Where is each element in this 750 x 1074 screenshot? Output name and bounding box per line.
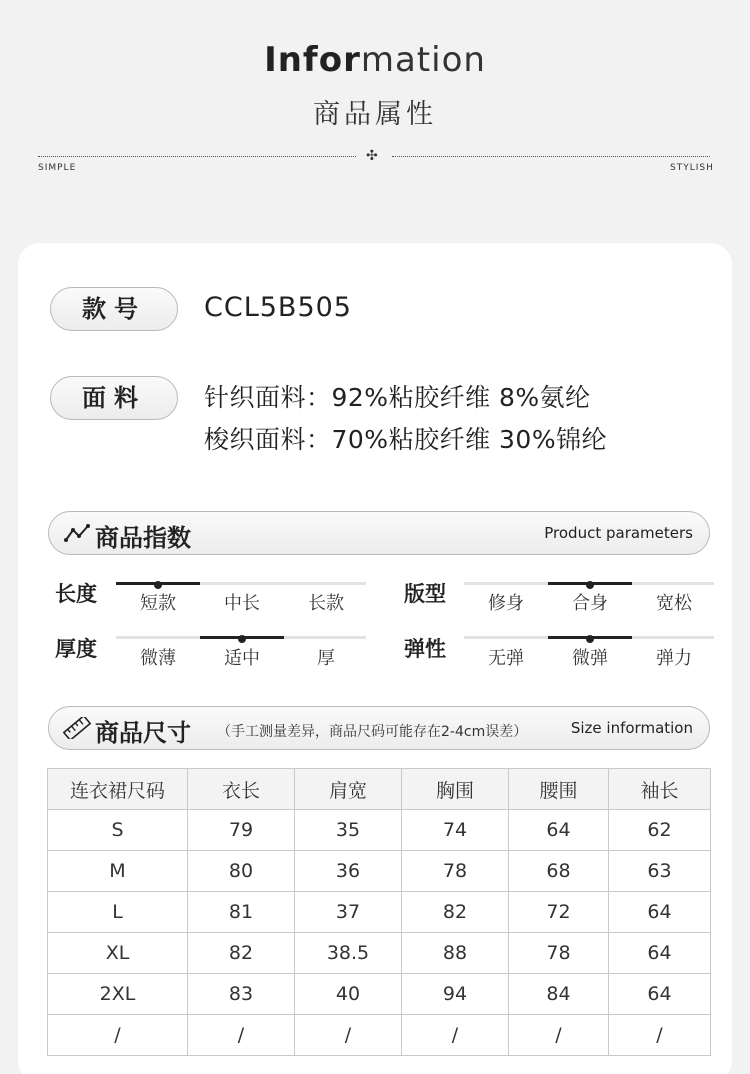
page-title	[0, 40, 750, 80]
divider-left	[38, 156, 356, 157]
table-cell: 80	[188, 851, 295, 892]
index-selected-dot	[154, 581, 162, 589]
table-cell: 78	[402, 851, 509, 892]
index-label: 弹性	[404, 637, 446, 661]
index-option: 短款	[140, 593, 176, 614]
header-cell: 腰围	[509, 769, 609, 810]
index-label: 版型	[404, 582, 446, 606]
index-selected-dot	[586, 581, 594, 589]
size-section-en: Size information	[570, 719, 693, 737]
index-option: 修身	[488, 593, 524, 614]
index-option: 长款	[308, 593, 344, 614]
size-section-bar	[48, 706, 710, 750]
table-cell: 37	[295, 892, 402, 933]
index-option: 适中	[224, 648, 260, 669]
table-cell: 79	[188, 810, 295, 851]
index-selected-dot	[238, 635, 246, 643]
table-cell: 35	[295, 810, 402, 851]
trend-line-icon	[63, 522, 91, 544]
table-cell: 64	[609, 892, 711, 933]
table-cell: 68	[509, 851, 609, 892]
table-cell: 2XL	[48, 974, 188, 1015]
table-cell: 64	[509, 810, 609, 851]
table-cell: /	[48, 1015, 188, 1056]
table-cell: 82	[402, 892, 509, 933]
table-row	[48, 851, 711, 892]
size-section-note: （手工测量差异，商品尺码可能存在2-4cm误差）	[217, 724, 528, 740]
table-cell: 63	[609, 851, 711, 892]
table-cell: /	[402, 1015, 509, 1056]
table-cell: 72	[509, 892, 609, 933]
header-cell: 肩宽	[295, 769, 402, 810]
table-cell: M	[48, 851, 188, 892]
index-option: 微弹	[572, 648, 608, 669]
table-row	[48, 1015, 711, 1056]
table-cell: 78	[509, 933, 609, 974]
table-cell: /	[188, 1015, 295, 1056]
index-selected-dot	[586, 635, 594, 643]
tag-stylish: STYLISH	[670, 163, 714, 173]
index-label: 长度	[55, 582, 97, 606]
header-cell: 胸围	[402, 769, 509, 810]
table-cell: 38.5	[295, 933, 402, 974]
table-cell: 36	[295, 851, 402, 892]
table-cell: /	[509, 1015, 609, 1056]
header-cell: 袖长	[609, 769, 711, 810]
index-option: 合身	[572, 593, 608, 614]
table-cell: 62	[609, 810, 711, 851]
params-section-en: Product parameters	[544, 524, 693, 542]
index-option: 中长	[224, 593, 260, 614]
table-cell: 94	[402, 974, 509, 1015]
title-light-part: mation	[360, 40, 486, 80]
style-no-label: 款号	[50, 287, 178, 331]
params-section-bar	[48, 511, 710, 555]
divider-right	[392, 156, 710, 157]
index-option: 宽松	[656, 593, 692, 614]
index-option: 微薄	[140, 648, 176, 669]
tag-simple: SIMPLE	[38, 163, 77, 173]
index-option: 弹力	[656, 648, 692, 669]
table-cell: 81	[188, 892, 295, 933]
size-table-header-row	[48, 769, 711, 810]
table-cell: XL	[48, 933, 188, 974]
table-cell: /	[295, 1015, 402, 1056]
table-cell: 84	[509, 974, 609, 1015]
size-section-title: 商品尺寸	[95, 719, 191, 747]
ruler-icon	[63, 717, 91, 739]
size-table	[47, 768, 711, 1056]
table-cell: S	[48, 810, 188, 851]
index-label: 厚度	[55, 637, 97, 661]
table-cell: /	[609, 1015, 711, 1056]
table-cell: 82	[188, 933, 295, 974]
fabric-line-woven: 梭织面料：70%粘胶纤维 30%锦纶	[204, 425, 608, 454]
table-row	[48, 974, 711, 1015]
table-cell: 74	[402, 810, 509, 851]
table-row	[48, 892, 711, 933]
table-cell: 64	[609, 933, 711, 974]
table-row	[48, 810, 711, 851]
table-cell: 40	[295, 974, 402, 1015]
header-cell: 连衣裙尺码	[48, 769, 188, 810]
table-cell: 64	[609, 974, 711, 1015]
table-cell: 83	[188, 974, 295, 1015]
fabric-line-knit: 针织面料：92%粘胶纤维 8%氨纶	[204, 383, 591, 412]
fabric-label: 面料	[50, 376, 178, 420]
header-cell: 衣长	[188, 769, 295, 810]
page-subtitle: 商品属性	[313, 99, 437, 130]
index-option: 厚	[317, 648, 335, 669]
index-option: 无弹	[488, 648, 524, 669]
style-no-value: CCL5B505	[204, 292, 352, 323]
table-row	[48, 933, 711, 974]
divider-ornament-icon: ✣	[366, 148, 378, 164]
title-bold-part: Infor	[264, 40, 361, 80]
table-cell: L	[48, 892, 188, 933]
params-section-title: 商品指数	[95, 524, 191, 552]
table-cell: 88	[402, 933, 509, 974]
